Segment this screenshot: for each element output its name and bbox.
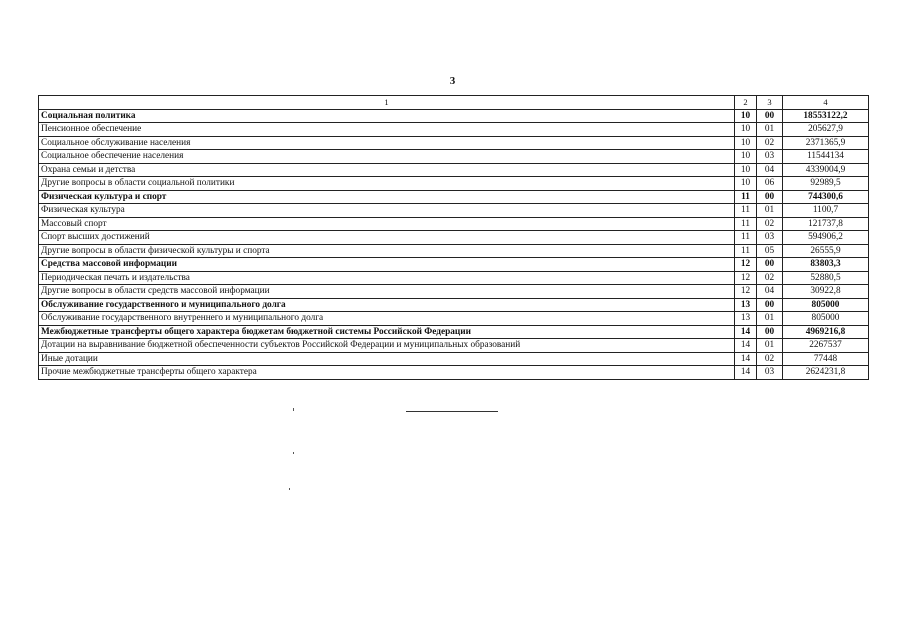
row-section-cell: 11 — [735, 204, 757, 218]
table-row — [39, 217, 869, 231]
row-section-cell: 14 — [735, 339, 757, 353]
header-col-4: 4 — [783, 96, 869, 110]
table-row — [39, 190, 869, 204]
row-name-cell: Социальная политика — [39, 109, 735, 123]
row-section-cell: 11 — [735, 217, 757, 231]
row-name-cell: Обслуживание государственного и муниципального долга — [39, 298, 735, 312]
budget-table — [38, 95, 869, 380]
row-section-cell: 12 — [735, 285, 757, 299]
row-section-cell: 10 — [735, 163, 757, 177]
row-name-cell: Межбюджетные трансферты общего характера бюджетам бюджетной системы Российской Федерации — [39, 325, 735, 339]
header-col-3: 3 — [757, 96, 783, 110]
row-name-cell: Обслуживание государственного внутреннего и муниципального долга — [39, 312, 735, 326]
row-subsection-cell: 00 — [757, 258, 783, 272]
row-amount-cell: 52880,5 — [783, 271, 869, 285]
row-name-cell: Средства массовой информации — [39, 258, 735, 272]
row-section-cell: 14 — [735, 325, 757, 339]
table-row — [39, 298, 869, 312]
table-row — [39, 312, 869, 326]
row-amount-cell: 30922,8 — [783, 285, 869, 299]
row-amount-cell: 205627,9 — [783, 123, 869, 137]
row-name-cell: Социальное обслуживание населения — [39, 136, 735, 150]
row-subsection-cell: 03 — [757, 231, 783, 245]
row-subsection-cell: 00 — [757, 190, 783, 204]
row-amount-cell: 83803,3 — [783, 258, 869, 272]
row-section-cell: 11 — [735, 244, 757, 258]
table-row — [39, 366, 869, 380]
row-section-cell: 11 — [735, 190, 757, 204]
row-section-cell: 10 — [735, 123, 757, 137]
row-amount-cell: 594906,2 — [783, 231, 869, 245]
row-name-cell: Массовый спорт — [39, 217, 735, 231]
row-amount-cell: 2624231,8 — [783, 366, 869, 380]
row-section-cell: 10 — [735, 109, 757, 123]
row-amount-cell: 805000 — [783, 312, 869, 326]
table-row — [39, 231, 869, 245]
row-subsection-cell: 03 — [757, 366, 783, 380]
row-section-cell: 14 — [735, 352, 757, 366]
row-subsection-cell: 05 — [757, 244, 783, 258]
row-subsection-cell: 02 — [757, 136, 783, 150]
table-row — [39, 258, 869, 272]
table-row — [39, 352, 869, 366]
table-row — [39, 163, 869, 177]
row-subsection-cell: 01 — [757, 204, 783, 218]
row-subsection-cell: 01 — [757, 312, 783, 326]
row-amount-cell: 4339004,9 — [783, 163, 869, 177]
scan-speck — [293, 408, 294, 411]
row-amount-cell: 92989,5 — [783, 177, 869, 191]
row-subsection-cell: 00 — [757, 298, 783, 312]
scan-speck — [293, 452, 294, 454]
row-section-cell: 13 — [735, 312, 757, 326]
row-amount-cell: 805000 — [783, 298, 869, 312]
row-subsection-cell: 02 — [757, 217, 783, 231]
row-amount-cell: 2267537 — [783, 339, 869, 353]
row-name-cell: Иные дотации — [39, 352, 735, 366]
row-name-cell: Дотации на выравнивание бюджетной обеспеченности субъектов Российской Федерации и муниципальных образований — [39, 339, 735, 353]
row-subsection-cell: 03 — [757, 150, 783, 164]
table-row — [39, 339, 869, 353]
row-name-cell: Социальное обеспечение населения — [39, 150, 735, 164]
row-amount-cell: 11544134 — [783, 150, 869, 164]
row-amount-cell: 744300,6 — [783, 190, 869, 204]
row-name-cell: Пенсионное обеспечение — [39, 123, 735, 137]
row-subsection-cell: 02 — [757, 271, 783, 285]
page-number: 3 — [449, 75, 456, 87]
row-section-cell: 10 — [735, 150, 757, 164]
row-amount-cell: 1100,7 — [783, 204, 869, 218]
row-subsection-cell: 02 — [757, 352, 783, 366]
row-amount-cell: 2371365,9 — [783, 136, 869, 150]
table-row — [39, 244, 869, 258]
end-of-table-rule — [406, 411, 498, 412]
row-name-cell: Физическая культура и спорт — [39, 190, 735, 204]
row-name-cell: Другие вопросы в области социальной политики — [39, 177, 735, 191]
table-row — [39, 150, 869, 164]
table-row — [39, 204, 869, 218]
row-section-cell: 10 — [735, 177, 757, 191]
row-section-cell: 12 — [735, 258, 757, 272]
table-body — [39, 109, 869, 379]
row-section-cell: 12 — [735, 271, 757, 285]
row-section-cell: 14 — [735, 366, 757, 380]
table-row — [39, 271, 869, 285]
row-amount-cell: 121737,8 — [783, 217, 869, 231]
row-subsection-cell: 01 — [757, 123, 783, 137]
row-amount-cell: 18553122,2 — [783, 109, 869, 123]
row-subsection-cell: 01 — [757, 339, 783, 353]
row-subsection-cell: 00 — [757, 109, 783, 123]
row-name-cell: Периодическая печать и издательства — [39, 271, 735, 285]
row-name-cell: Спорт высших достижений — [39, 231, 735, 245]
row-section-cell: 10 — [735, 136, 757, 150]
row-name-cell: Другие вопросы в области средств массовой информации — [39, 285, 735, 299]
table-row — [39, 285, 869, 299]
table-row — [39, 136, 869, 150]
row-amount-cell: 26555,9 — [783, 244, 869, 258]
row-name-cell: Другие вопросы в области физической культуры и спорта — [39, 244, 735, 258]
row-amount-cell: 4969216,8 — [783, 325, 869, 339]
row-amount-cell: 77448 — [783, 352, 869, 366]
header-col-1: 1 — [39, 96, 735, 110]
table-row — [39, 325, 869, 339]
table-header-row — [39, 96, 869, 110]
row-subsection-cell: 00 — [757, 325, 783, 339]
scan-speck — [289, 488, 290, 490]
row-subsection-cell: 06 — [757, 177, 783, 191]
row-subsection-cell: 04 — [757, 163, 783, 177]
row-section-cell: 13 — [735, 298, 757, 312]
row-subsection-cell: 04 — [757, 285, 783, 299]
table-row — [39, 177, 869, 191]
row-section-cell: 11 — [735, 231, 757, 245]
row-name-cell: Физическая культура — [39, 204, 735, 218]
header-col-2: 2 — [735, 96, 757, 110]
table-row — [39, 109, 869, 123]
row-name-cell: Охрана семьи и детства — [39, 163, 735, 177]
row-name-cell: Прочие межбюджетные трансферты общего характера — [39, 366, 735, 380]
table-row — [39, 123, 869, 137]
